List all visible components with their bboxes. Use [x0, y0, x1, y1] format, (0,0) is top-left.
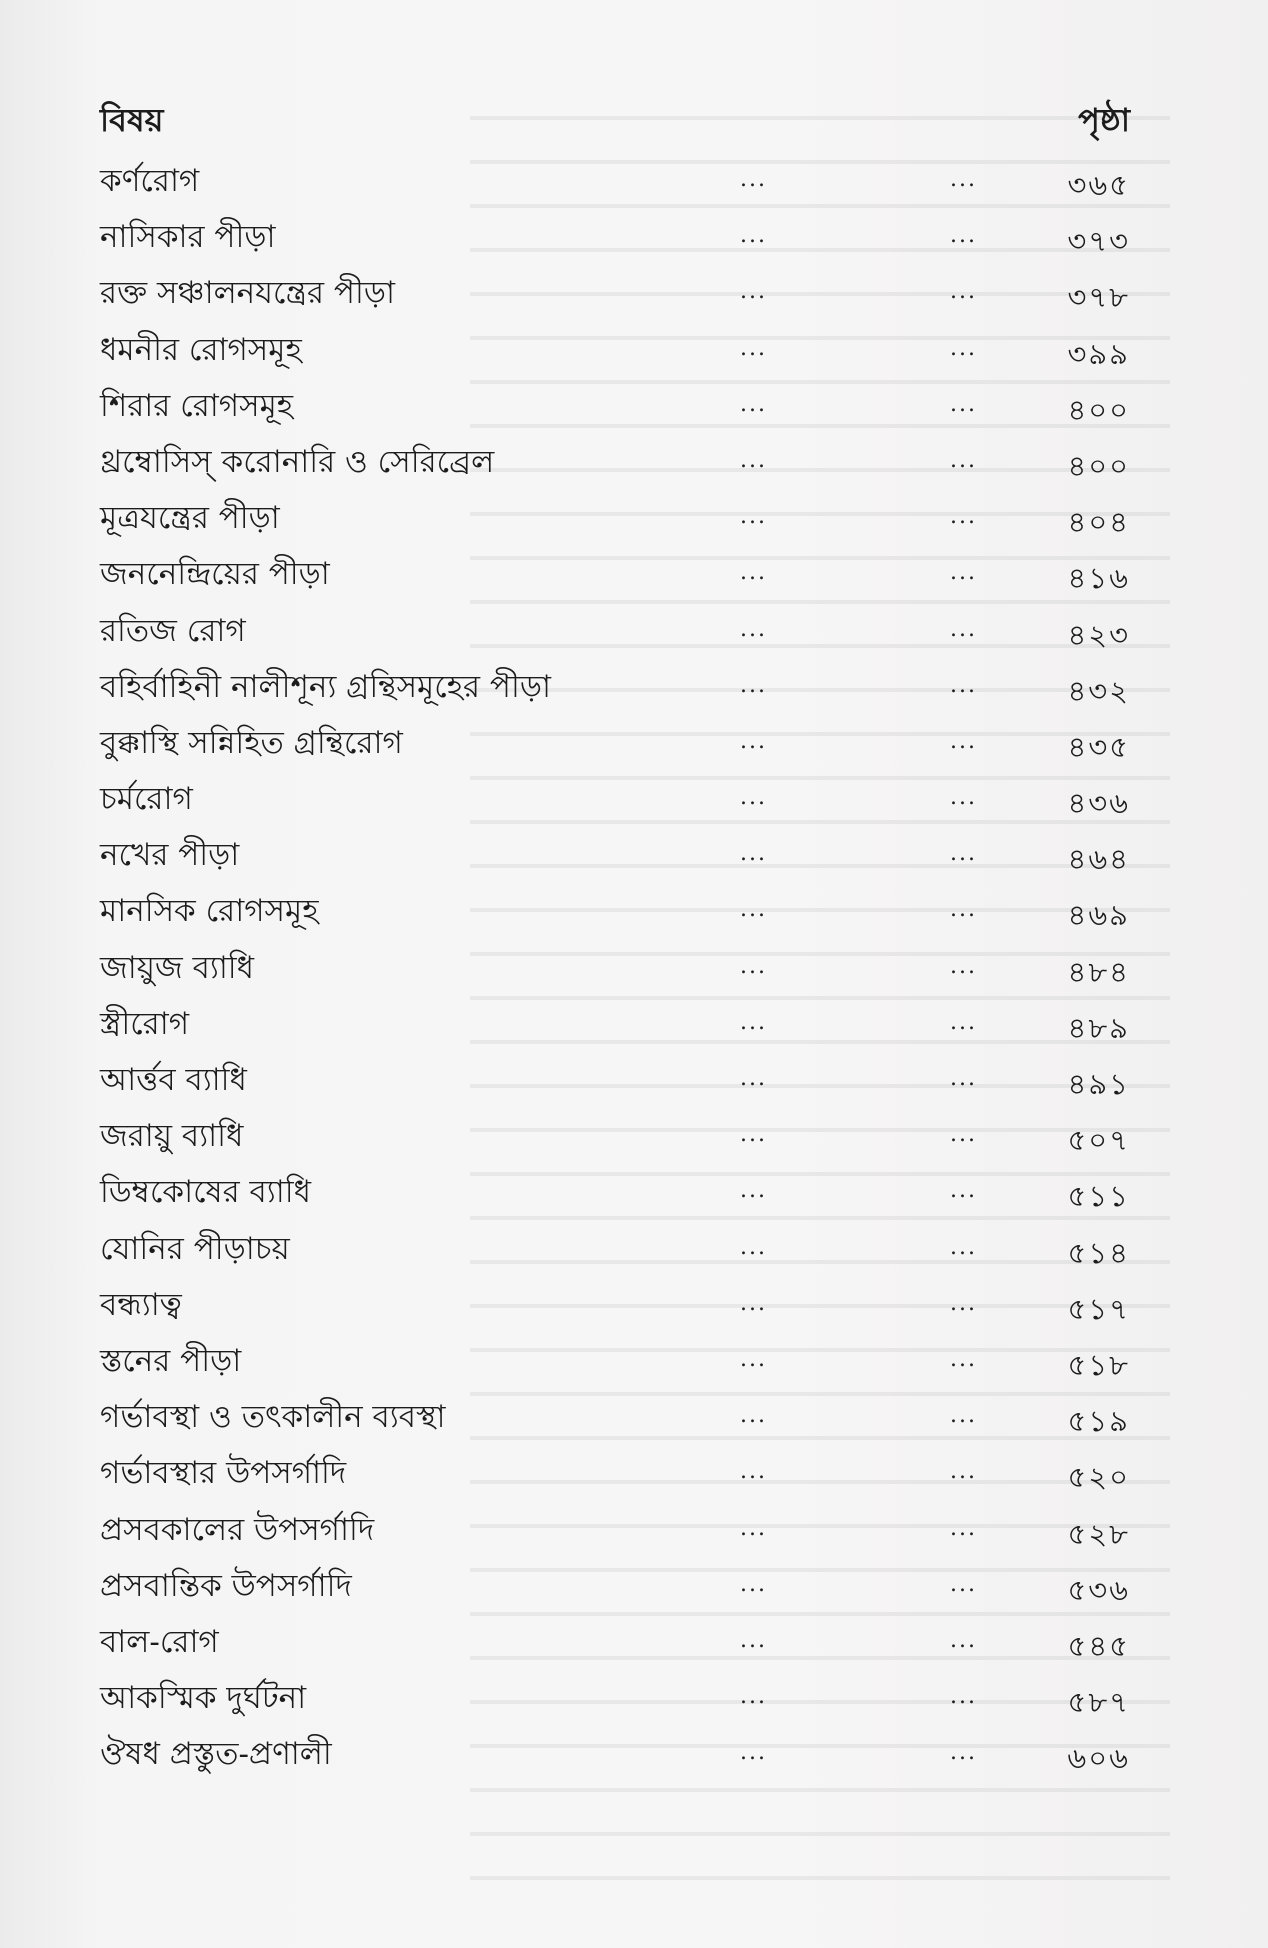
leader-dots: ... — [740, 728, 767, 754]
toc-entry — [100, 940, 1130, 996]
entry-page-number: ৩৭৮ — [1067, 280, 1130, 315]
entry-title: মূত্রযন্ত্রের পীড়া — [100, 500, 280, 537]
toc-entry — [100, 659, 1130, 715]
toc-entry — [100, 434, 1130, 490]
toc-entry — [100, 827, 1130, 883]
leader-dots: ... — [740, 167, 767, 192]
entry-title: বহির্বাহিনী নালীশূন্য গ্রন্থিসমূহের পীড়া — [100, 668, 551, 705]
entry-title: জরায়ু ব্যাধি — [100, 1118, 244, 1155]
toc-entry — [100, 1614, 1130, 1670]
entry-title: আর্ত্তব ব্যাধি — [100, 1062, 247, 1098]
leader-dots: ... — [740, 1515, 767, 1541]
leader-dots: ... — [740, 1346, 767, 1372]
leader-dots: ... — [950, 335, 977, 361]
leader-dots: ... — [740, 1290, 767, 1316]
entry-title: প্রসবকালের উপসর্গাদি — [100, 1511, 375, 1548]
leader-dots: ... — [950, 1234, 977, 1260]
toc-entry — [100, 1502, 1130, 1558]
entry-title: স্তনের পীড়া — [100, 1342, 242, 1379]
leader-dots: ... — [740, 1684, 767, 1710]
toc-entry — [100, 546, 1130, 602]
toc-entry — [100, 883, 1130, 939]
leader-dots: ... — [740, 1009, 767, 1035]
entry-page-number: ৩৭৩ — [1067, 224, 1130, 259]
entry-page-number: ৪৩৬ — [1067, 786, 1130, 821]
toc-entry — [100, 603, 1130, 659]
toc-header — [100, 95, 1130, 153]
entry-page-number: ৫১৪ — [1067, 1235, 1130, 1270]
leader-dots: ... — [950, 616, 977, 642]
entry-page-number: ৫১৮ — [1067, 1347, 1130, 1382]
leader-dots: ... — [950, 672, 977, 698]
leader-dots: ... — [950, 279, 977, 305]
leader-dots: ... — [740, 391, 767, 417]
entry-title: শিরার রোগসমূহ — [100, 387, 294, 424]
leader-dots: ... — [950, 1290, 977, 1316]
toc-entry — [100, 1164, 1130, 1220]
leader-dots: ... — [950, 560, 977, 586]
entry-page-number: ৫২৮ — [1067, 1516, 1130, 1551]
leader-dots: ... — [950, 223, 977, 249]
entry-title: যোনির পীড়াচয় — [100, 1230, 290, 1267]
leader-dots: ... — [740, 1459, 767, 1485]
entry-page-number: ৪৮৪ — [1067, 954, 1130, 989]
entry-title: রক্ত সঞ্চালনযন্ত্রের পীড়া — [100, 275, 395, 312]
leader-dots: ... — [740, 1627, 767, 1653]
toc-entry — [100, 378, 1130, 434]
entry-title: বুক্কাস্থি সন্নিহিত গ্রন্থিরোগ — [100, 724, 403, 761]
leader-dots: ... — [740, 1571, 767, 1597]
entry-title: চর্মরোগ — [100, 781, 193, 818]
entry-page-number: ৪০০ — [1067, 448, 1130, 483]
leader-dots: ... — [740, 1403, 767, 1429]
entry-page-number: ৪৮৯ — [1067, 1010, 1130, 1045]
toc-entry — [100, 1221, 1130, 1277]
entry-title: জায়ুজ ব্যাধি — [100, 949, 255, 986]
entry-title: নখের পীড়া — [100, 837, 240, 874]
toc-entry — [100, 1277, 1130, 1333]
leader-dots: ... — [740, 785, 767, 811]
leader-dots: ... — [950, 447, 977, 473]
toc-entry — [100, 265, 1130, 321]
leader-dots: ... — [740, 897, 767, 923]
toc-entry — [100, 209, 1130, 265]
leader-dots: ... — [950, 1066, 977, 1091]
leader-dots: ... — [950, 1459, 977, 1485]
leader-dots: ... — [740, 953, 767, 979]
leader-dots: ... — [740, 1066, 767, 1091]
entry-page-number: ৩৯৯ — [1067, 336, 1130, 371]
entry-page-number: ৫১৭ — [1067, 1291, 1130, 1326]
toc-entry — [100, 1333, 1130, 1389]
entry-title: বন্ধ্যাত্ব — [100, 1286, 182, 1323]
toc-entry — [100, 1670, 1130, 1726]
leader-dots: ... — [950, 167, 977, 192]
leader-dots: ... — [950, 728, 977, 754]
leader-dots: ... — [950, 1403, 977, 1429]
leader-dots: ... — [740, 504, 767, 530]
entry-page-number: ৪৬৯ — [1067, 898, 1130, 933]
entry-title: ধমনীর রোগসমূহ — [100, 331, 302, 368]
entry-page-number: ৪০০ — [1067, 392, 1130, 427]
entry-page-number: ৫৪৫ — [1067, 1628, 1130, 1663]
toc-entry — [100, 996, 1130, 1052]
leader-dots: ... — [950, 504, 977, 530]
entry-page-number: ৫২০ — [1067, 1460, 1130, 1495]
leader-dots: ... — [950, 1346, 977, 1372]
entry-page-number: ৫০৭ — [1067, 1123, 1130, 1158]
entry-title: জননেন্দ্রিয়ের পীড়া — [100, 556, 330, 593]
entry-title: স্ত্রীরোগ — [100, 1005, 190, 1042]
leader-dots: ... — [740, 223, 767, 249]
entry-page-number: ৬০৬ — [1067, 1741, 1130, 1776]
entry-page-number: ৪২৩ — [1067, 617, 1130, 652]
toc-entry — [100, 1108, 1130, 1164]
leader-dots: ... — [740, 1178, 767, 1204]
leader-dots: ... — [950, 1009, 977, 1035]
entry-page-number: ৪০৪ — [1067, 505, 1130, 540]
entry-page-number: ৪৬৪ — [1067, 842, 1130, 877]
entry-title: নাসিকার পীড়া — [100, 219, 276, 256]
toc-entry — [100, 322, 1130, 378]
toc-entry — [100, 1726, 1130, 1782]
toc-entry — [100, 1445, 1130, 1501]
entry-page-number: ৪১৬ — [1067, 561, 1130, 596]
entry-title: ঔষধ প্রস্তুত-প্রণালী — [100, 1736, 332, 1773]
leader-dots: ... — [740, 335, 767, 361]
toc-entry — [100, 771, 1130, 827]
entry-page-number: ৫১৯ — [1067, 1404, 1130, 1439]
entry-page-number: ৪৩৫ — [1067, 729, 1130, 764]
entry-title: কর্ণরোগ — [100, 163, 200, 199]
leader-dots: ... — [740, 279, 767, 305]
leader-dots: ... — [740, 616, 767, 642]
toc-entry — [100, 715, 1130, 771]
leader-dots: ... — [950, 1684, 977, 1710]
entry-title: ডিম্বকোষের ব্যাধি — [100, 1174, 312, 1211]
leader-dots: ... — [950, 841, 977, 867]
leader-dots: ... — [950, 1627, 977, 1653]
leader-dots: ... — [740, 1234, 767, 1260]
leader-dots: ... — [950, 1515, 977, 1541]
entry-title: থ্রম্বোসিস্ করোনারি ও সেরিব্রেল — [100, 443, 495, 480]
leader-dots: ... — [950, 953, 977, 979]
entry-page-number: ৫৮৭ — [1067, 1685, 1130, 1720]
toc-entries — [100, 153, 1130, 1782]
entry-page-number: ৪৩২ — [1067, 673, 1130, 708]
toc-entry — [100, 1558, 1130, 1614]
entry-title: প্রসবান্তিক উপসর্গাদি — [100, 1567, 352, 1604]
page-column-heading: পৃষ্ঠা — [1078, 101, 1130, 139]
leader-dots: ... — [950, 785, 977, 811]
leader-dots: ... — [950, 1178, 977, 1204]
leader-dots: ... — [740, 1740, 767, 1766]
entry-title: বাল-রোগ — [100, 1623, 219, 1660]
leader-dots: ... — [740, 447, 767, 473]
leader-dots: ... — [950, 1122, 977, 1148]
leader-dots: ... — [740, 1122, 767, 1148]
entry-title: আকস্মিক দুর্ঘটনা — [100, 1680, 307, 1717]
leader-dots: ... — [950, 1740, 977, 1766]
toc-entry — [100, 153, 1130, 209]
toc-entry — [100, 1389, 1130, 1445]
toc-entry — [100, 1052, 1130, 1108]
leader-dots: ... — [950, 391, 977, 417]
table-of-contents — [100, 95, 1130, 1782]
entry-title: রতিজ রোগ — [100, 612, 246, 649]
entry-page-number: ৫৩৬ — [1067, 1572, 1130, 1607]
leader-dots: ... — [740, 841, 767, 867]
entry-page-number: ৫১১ — [1067, 1179, 1130, 1214]
entry-title: মানসিক রোগসমূহ — [100, 893, 319, 930]
leader-dots: ... — [950, 1571, 977, 1597]
leader-dots: ... — [740, 560, 767, 586]
leader-dots: ... — [740, 672, 767, 698]
entry-title: গর্ভাবস্থার উপসর্গাদি — [100, 1455, 347, 1492]
entry-page-number: ৩৬৫ — [1067, 168, 1130, 202]
entry-title: গর্ভাবস্থা ও তৎকালীন ব্যবস্থা — [100, 1399, 446, 1436]
subject-column-heading: বিষয় — [100, 101, 164, 139]
entry-page-number: ৪৯১ — [1067, 1067, 1130, 1101]
toc-entry — [100, 490, 1130, 546]
leader-dots: ... — [950, 897, 977, 923]
